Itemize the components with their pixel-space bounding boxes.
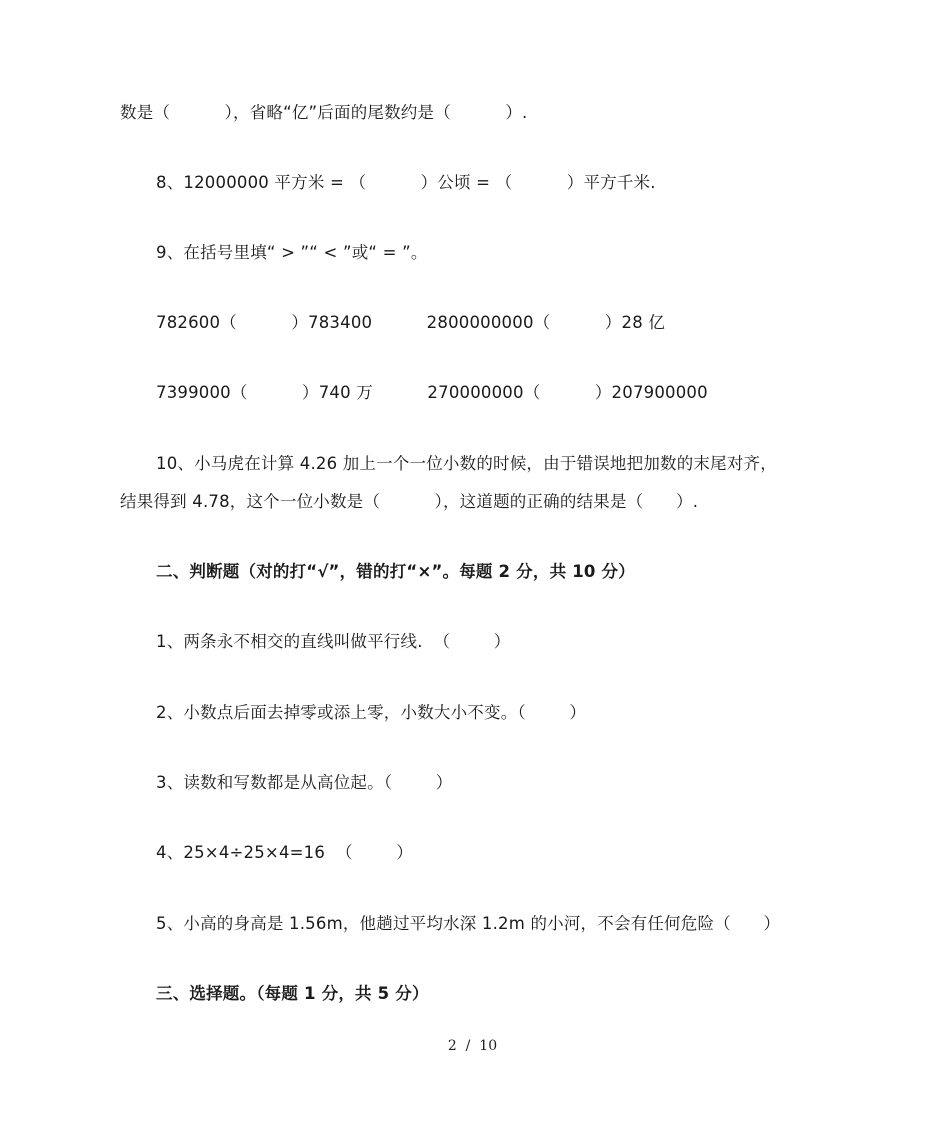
question-10-line-1: 10、小马虎在计算 4.26 加上一个一位小数的时候，由于错误地把加数的末尾对齐， <box>156 454 777 473</box>
question-7-continuation: 数是（ ），省略“亿”后面的尾数约是（ ）. <box>120 103 528 122</box>
judgment-item-5: 5、小高的身高是 1.56m，他趟过平均水深 1.2m 的小河，不会有任何危险（ ） <box>156 914 781 933</box>
question-9-row-1: 782600（ ）783400 2800000000（ ）28 亿 <box>156 313 666 332</box>
question-9-row-2: 7399000（ ）740 万 270000000（ ）207900000 <box>156 383 708 402</box>
question-10-line-2: 结果得到 4.78，这个一位小数是（ ），这道题的正确的结果是（ ）. <box>120 492 699 511</box>
judgment-item-4: 4、25×4÷25×4=16 （ ） <box>156 843 413 862</box>
section-3-heading: 三、选择题。（每题 1 分，共 5 分） <box>156 984 429 1003</box>
section-2-heading: 二、判断题（对的打“√”，错的打“×”。每题 2 分，共 10 分） <box>156 562 635 581</box>
question-9: 9、在括号里填“ > ”“ < ”或“ = ”。 <box>156 243 428 262</box>
judgment-item-3: 3、读数和写数都是从高位起。（ ） <box>156 773 453 792</box>
judgment-item-1: 1、两条永不相交的直线叫做平行线. （ ） <box>156 632 511 651</box>
judgment-item-2: 2、小数点后面去掉零或添上零，小数大小不变。（ ） <box>156 703 587 722</box>
question-8: 8、12000000 平方米 = （ ）公顷 = （ ）平方千米. <box>156 173 656 192</box>
page-number: 2 / 10 <box>447 1038 498 1054</box>
